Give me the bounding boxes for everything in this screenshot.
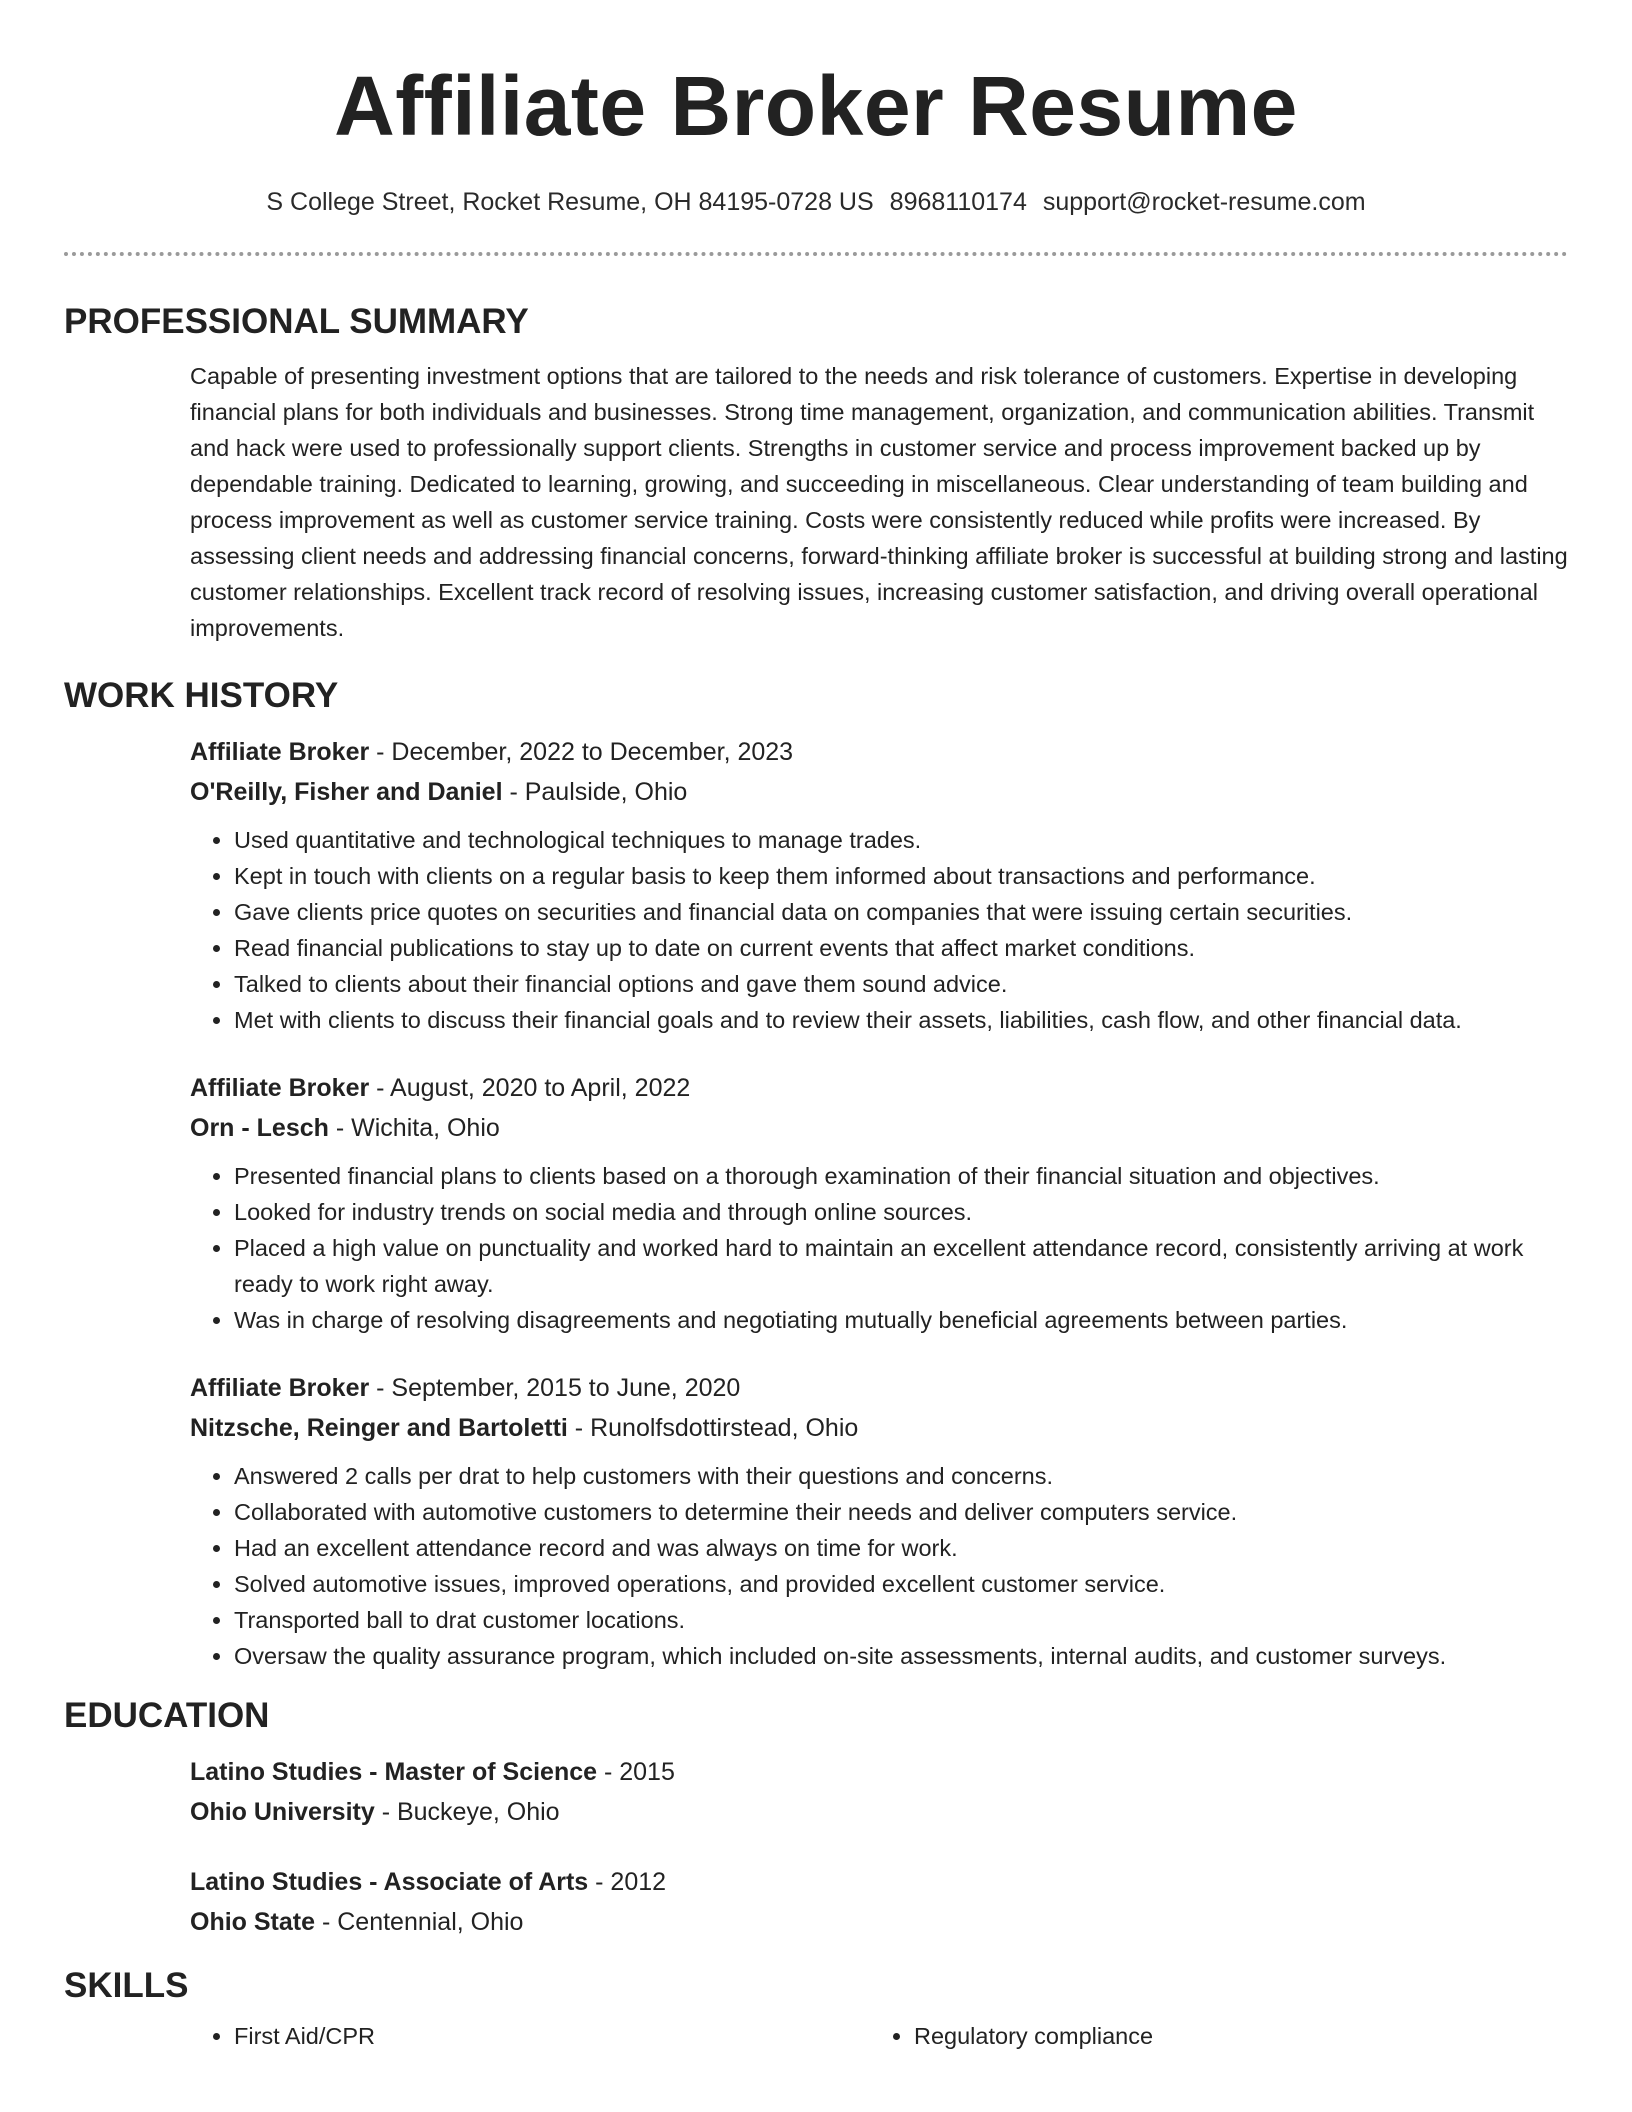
job-title-line [190,732,1568,772]
job-list [190,732,1568,1674]
education-year: - 2012 [588,1868,667,1896]
skills-grid [190,2018,1568,2054]
job-company: Orn - Lesch [190,1114,329,1142]
education-list [190,1752,1568,1942]
summary-section [64,300,1568,646]
skill-item: • Regulatory compliance [914,2018,1550,2054]
job-company: O'Reilly, Fisher and Daniel [190,778,503,806]
job-dates: - December, 2022 to December, 2023 [369,738,794,766]
contact-phone: 8968110174 [889,188,1027,216]
resume-title: Affiliate Broker Resume [334,59,1298,153]
education-entry [190,1752,1568,1832]
job-dates: - August, 2020 to April, 2022 [369,1074,691,1102]
skills-column-left [190,2018,870,2054]
education-location: - Centennial, Ohio [315,1908,524,1936]
job-company-line [190,1408,1568,1448]
resume-page [64,0,1568,2054]
summary-text: Capable of presenting investment options that are tailored to the needs and risk tolerance of customers. Expertise in developing financial plans for both individuals and businesses. Strong time management, organization, and communication abilities. Transmit and hack were used to professionally support clients. Strengths in customer service and process improvement backed up by dependable training. Dedicated to learning, growing, and succeeding in miscellaneous. Clear understanding of team building and process improvement as well as customer service training. Costs were consistently reduced while profits were increased. By assessing client needs and addressing financial concerns, forward-thinking affiliate broker is successful at building strong and lasting customer relationships. Excellent track record of resolving issues, increasing customer satisfaction, and driving overall operational improvements. [190,363,1568,641]
list-item: • Collaborated with automotive customers to determine their needs and deliver computers service. [234,1494,1568,1530]
skills-list-left [190,2018,870,2054]
skills-section [64,1964,1568,2054]
job-location: - Runolfsdottirstead, Ohio [567,1414,859,1442]
contact-email: support@rocket-resume.com [1042,188,1366,216]
list-item: • Had an excellent attendance record and was always on time for work. [234,1530,1568,1566]
list-item: • Answered 2 calls per drat to help customers with their questions and concerns. [234,1458,1568,1494]
job-location: - Paulside, Ohio [502,778,688,806]
education-degree-line [190,1752,1568,1792]
list-item: • Was in charge of resolving disagreements and negotiating mutually beneficial agreements between parties. [234,1302,1568,1338]
skills-heading: SKILLS [64,1966,189,2005]
education-school-line [190,1902,1568,1942]
work-history-section [64,674,1568,1674]
education-entry [190,1862,1568,1942]
list-item: • Kept in touch with clients on a regular basis to keep them informed about transactions and performance. [234,858,1568,894]
job-role: Affiliate Broker [190,1374,370,1402]
job-dates: - September, 2015 to June, 2020 [369,1374,741,1402]
skills-column-right [870,2018,1550,2054]
job-role: Affiliate Broker [190,738,370,766]
list-item: • Transported ball to drat customer locations. [234,1602,1568,1638]
header-divider [64,252,1568,256]
list-item: • Oversaw the quality assurance program, which included on-site assessments, internal audits, and customer surveys. [234,1638,1568,1674]
job-entry [190,1368,1568,1674]
education-degree: Latino Studies - Associate of Arts [190,1868,589,1896]
job-role: Affiliate Broker [190,1074,370,1102]
work-history-heading: WORK HISTORY [64,676,339,715]
skill-item: • First Aid/CPR [234,2018,870,2054]
education-location: - Buckeye, Ohio [374,1798,560,1826]
job-title-line [190,1068,1568,1108]
education-year: - 2015 [597,1758,675,1786]
list-item: • Solved automotive issues, improved operations, and provided excellent customer service. [234,1566,1568,1602]
education-school-line [190,1792,1568,1832]
job-bullets [190,1458,1568,1674]
job-bullets [190,822,1568,1038]
job-entry [190,1068,1568,1338]
education-heading: EDUCATION [64,1696,270,1735]
education-school: Ohio State [190,1908,316,1936]
summary-heading: PROFESSIONAL SUMMARY [64,302,529,341]
list-item: • Used quantitative and technological techniques to manage trades. [234,822,1568,858]
job-title-line [190,1368,1568,1408]
job-bullets [190,1158,1568,1338]
contact-address: S College Street, Rocket Resume, OH 84195-0728 US [266,188,874,216]
list-item: • Looked for industry trends on social media and through online sources. [234,1194,1568,1230]
education-section [64,1694,1568,1942]
job-company: Nitzsche, Reinger and Bartoletti [190,1414,568,1442]
skills-list-right [870,2018,1550,2054]
list-item: • Presented financial plans to clients based on a thorough examination of their financial situation and objectives. [234,1158,1568,1194]
list-item: • Read financial publications to stay up to date on current events that affect market conditions. [234,930,1568,966]
list-item: • Talked to clients about their financial options and gave them sound advice. [234,966,1568,1002]
job-company-line [190,772,1568,812]
contact-line [64,184,1568,220]
list-item: • Placed a high value on punctuality and worked hard to maintain an excellent attendance record, consistently arriving at work ready to work right away. [234,1230,1568,1302]
education-degree: Latino Studies - Master of Science [190,1758,598,1786]
list-item: • Gave clients price quotes on securities and financial data on companies that were issuing certain securities. [234,894,1568,930]
job-location: - Wichita, Ohio [328,1114,500,1142]
job-entry [190,732,1568,1038]
education-school: Ohio University [190,1798,375,1826]
education-degree-line [190,1862,1568,1902]
job-company-line [190,1108,1568,1148]
list-item: • Met with clients to discuss their financial goals and to review their assets, liabilities, cash flow, and other financial data. [234,1002,1568,1038]
